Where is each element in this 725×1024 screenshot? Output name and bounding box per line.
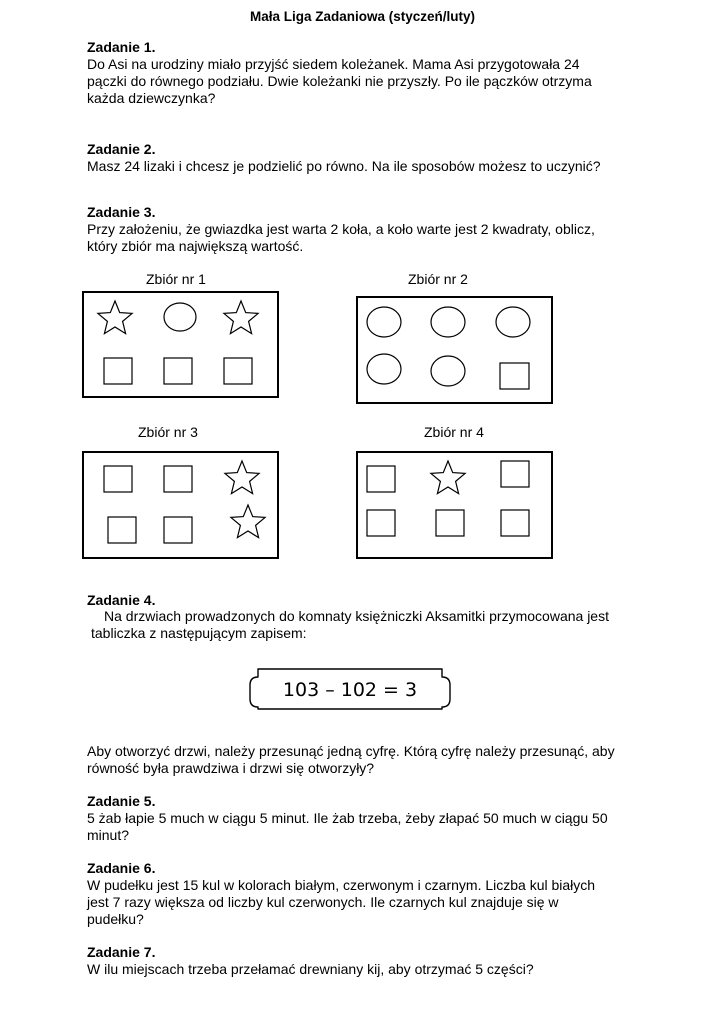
set-2-box bbox=[357, 297, 552, 403]
page-title: Mała Liga Zadaniowa (styczeń/luty) bbox=[249, 9, 476, 24]
task-4-after-line-1: Aby otworzyć drzwi, należy przesunąć jedną cyfrę. Którą cyfrę należy przesunąć, aby bbox=[87, 743, 615, 759]
task-6-line-2: jest 7 razy większa od liczby kul czerwonych. Ile czarnych kul znajduje się w bbox=[87, 894, 559, 910]
task-1-line-3: każda dziewczynka? bbox=[87, 90, 216, 106]
set-2-circle-icon bbox=[431, 307, 465, 337]
task-6-line-3: pudełku? bbox=[87, 911, 144, 927]
set-1-square-icon bbox=[224, 358, 252, 384]
set-3-box bbox=[83, 452, 278, 558]
task-3-line-2: który zbiór ma największą wartość. bbox=[87, 238, 304, 254]
set-4-square-icon bbox=[367, 466, 395, 492]
task-4-after-line-2: równość była prawdziwa i drzwi się otworzyły? bbox=[87, 760, 375, 776]
set-3-star-icon bbox=[225, 461, 259, 494]
set-1-square-icon bbox=[104, 358, 132, 384]
set-1-star-icon bbox=[98, 301, 132, 334]
set-4-square-icon bbox=[436, 510, 464, 536]
task-1-heading: Zadanie 1. bbox=[87, 39, 156, 55]
task-6-line-1: W pudełku jest 15 kul w kolorach białym, czerwonym i czarnym. Liczba kul białych bbox=[87, 877, 596, 893]
set-2-square-icon bbox=[500, 363, 529, 389]
task-5-line-2: minut? bbox=[87, 827, 130, 843]
task-6-heading: Zadanie 6. bbox=[87, 860, 156, 876]
set-3-square-icon bbox=[108, 517, 136, 543]
task-3-line-1: Przy założeniu, że gwiazdka jest warta 2 koła, a koło warte jest 2 kwadraty, oblicz, bbox=[87, 221, 595, 237]
task-5-heading: Zadanie 5. bbox=[87, 793, 156, 809]
set-3-square-icon bbox=[164, 517, 192, 543]
set-1-circle-icon bbox=[164, 303, 196, 331]
set-1-star-icon bbox=[224, 301, 258, 334]
set-2-circle-icon bbox=[367, 307, 401, 337]
task-4-line-2: tabliczka z następującym zapisem: bbox=[91, 625, 307, 641]
set-3-star-icon bbox=[231, 505, 265, 538]
set-4-square-icon bbox=[501, 461, 529, 487]
set-2-circle-icon bbox=[431, 356, 465, 386]
set-1-square-icon bbox=[164, 358, 192, 384]
task-2-line-1: Masz 24 lizaki i chcesz je podzielić po równo. Na ile sposobów możesz to uczynić? bbox=[87, 158, 601, 174]
set-4-label: Zbiór nr 4 bbox=[424, 424, 484, 440]
task-5-line-1: 5 żab łapie 5 much w ciągu 5 minut. Ile żab trzeba, żeby złapać 50 much w ciągu 50 bbox=[87, 810, 608, 826]
set-4-square-icon bbox=[367, 510, 395, 536]
task-1-line-1: Do Asi na urodziny miało przyjść siedem koleżanek. Mama Asi przygotowała 24 bbox=[87, 56, 580, 72]
set-3-label: Zbiór nr 3 bbox=[138, 424, 198, 440]
task-4-heading: Zadanie 4. bbox=[87, 592, 156, 608]
set-2-circle-icon bbox=[367, 354, 401, 384]
set-1-box bbox=[83, 292, 278, 397]
set-1-label: Zbiór nr 1 bbox=[146, 271, 206, 287]
set-4-box bbox=[357, 452, 552, 558]
task-7-line-1: W ilu miejscach trzeba przełamać drewniany kij, aby otrzymać 5 części? bbox=[87, 961, 534, 977]
set-3-square-icon bbox=[164, 466, 192, 492]
task-1-line-2: pączki do równego podziału. Dwie koleżanki nie przyszły. Po ile pączków otrzyma bbox=[87, 73, 592, 89]
set-3-square-icon bbox=[104, 466, 132, 492]
task-3-heading: Zadanie 3. bbox=[87, 204, 156, 220]
task-7-heading: Zadanie 7. bbox=[87, 944, 156, 960]
set-2-label: Zbiór nr 2 bbox=[408, 271, 468, 287]
task-2-heading: Zadanie 2. bbox=[87, 141, 156, 157]
set-4-square-icon bbox=[501, 510, 529, 536]
set-2-circle-icon bbox=[496, 307, 530, 337]
set-4-star-icon bbox=[431, 461, 465, 494]
task-4-line-1: Na drzwiach prowadzonych do komnaty księżniczki Aksamitki przymocowana jest bbox=[104, 608, 609, 624]
equation-text: 103 – 102 = 3 bbox=[282, 679, 418, 701]
